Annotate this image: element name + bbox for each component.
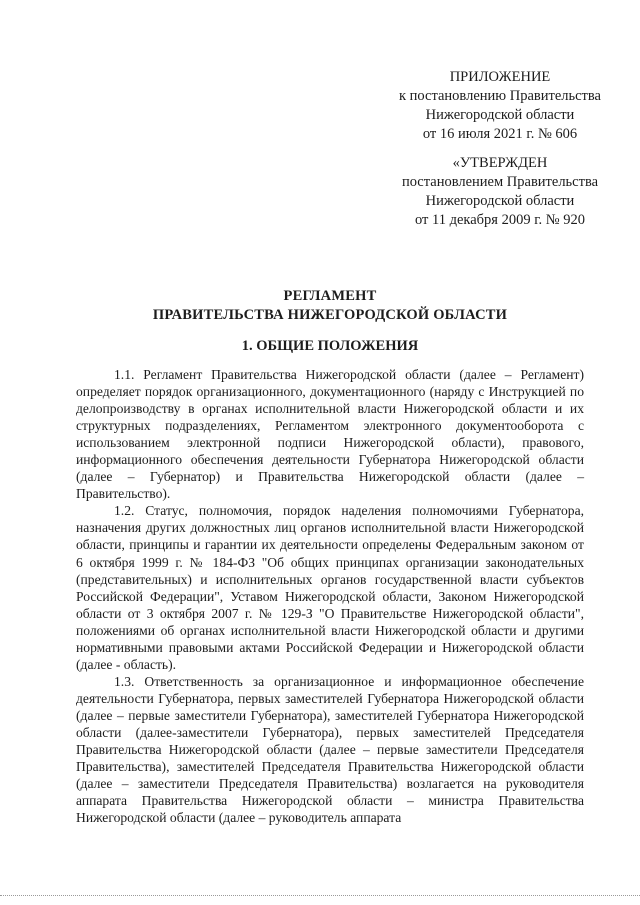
approval-date: от 11 декабря 2009 г. № 920 <box>415 212 585 228</box>
document-body <box>76 366 584 826</box>
paragraph-1-1: 1.1. Регламент Правительства Нижегородской области (далее – Регламент) определяет порядок организационного, документационного (наряду с Инструкцией по делопроизводству в органах исполнительной власти Нижегородской области и их структурных подразделениях, Регламентом электронного документооборота с использованием электронной подписи Нижегородской области), правового, информационного обеспечения деятельности Губернатора Нижегородской области (далее – Губернатор) и Правительства Нижегородской области (далее – Правительство). <box>76 367 584 502</box>
approval-block <box>380 154 620 230</box>
document-title <box>90 287 570 325</box>
paragraph-1-2: 1.2. Статус, полномочия, порядок наделения полномочиями Губернатора, назначения других должностных лиц органов исполнительной власти Нижегородской области, принципы и гарантии их деятельности определены Федеральным законом от 6 октября 1999 г. № 184-ФЗ "Об общих принципах организации законодательных (представительных) и исполнительных органов государственной власти субъектов Российской Федерации", Уставом Нижегородской области, Законом Нижегородской области от 3 октября 2007 г. № 129-З "О Правительстве Нижегородской области", положениями об органах исполнительной власти Нижегородской области и другими нормативными правовыми актами Российской Федерации и Нижегородской области (далее - область). <box>76 503 584 672</box>
appendix-block <box>380 68 620 144</box>
appendix-date: от 16 июля 2021 г. № 606 <box>422 126 578 142</box>
approval-heading: «УТВЕРЖДЕН <box>452 155 548 171</box>
title-line-2: ПРАВИТЕЛЬСТВА НИЖЕГОРОДСКОЙ ОБЛАСТИ <box>152 307 508 323</box>
appendix-reference: к постановлению Правительства <box>399 88 601 104</box>
title-line-1: РЕГЛАМЕНТ <box>283 288 377 304</box>
section-heading: 1. ОБЩИЕ ПОЛОЖЕНИЯ <box>241 338 419 354</box>
approval-region: Нижегородской области <box>425 193 575 209</box>
approval-reference: постановлением Правительства <box>401 174 599 190</box>
appendix-heading: ПРИЛОЖЕНИЕ <box>449 69 551 85</box>
appendix-region: Нижегородской области <box>425 107 575 123</box>
scan-edge-divider <box>0 895 640 896</box>
paragraph-1-3: 1.3. Ответственность за организационное и информационное обеспечение деятельности Губернатора, первых заместителей Губернатора Нижегородской области (далее – первые заместители Губернатора), заместителей Губернатора Нижегородской области (далее-заместители Губернатора), первых заместителей Председателя Правительства Нижегородской области (далее – первые заместители Председателя Правительства), заместителей Председателя Правительства Нижегородской области (далее – заместители Председателя Правительства) возлагается на руководителя аппарата Правительства Нижегородской области – министра Правительства Нижегородской области (далее – руководитель аппарата <box>76 673 584 826</box>
